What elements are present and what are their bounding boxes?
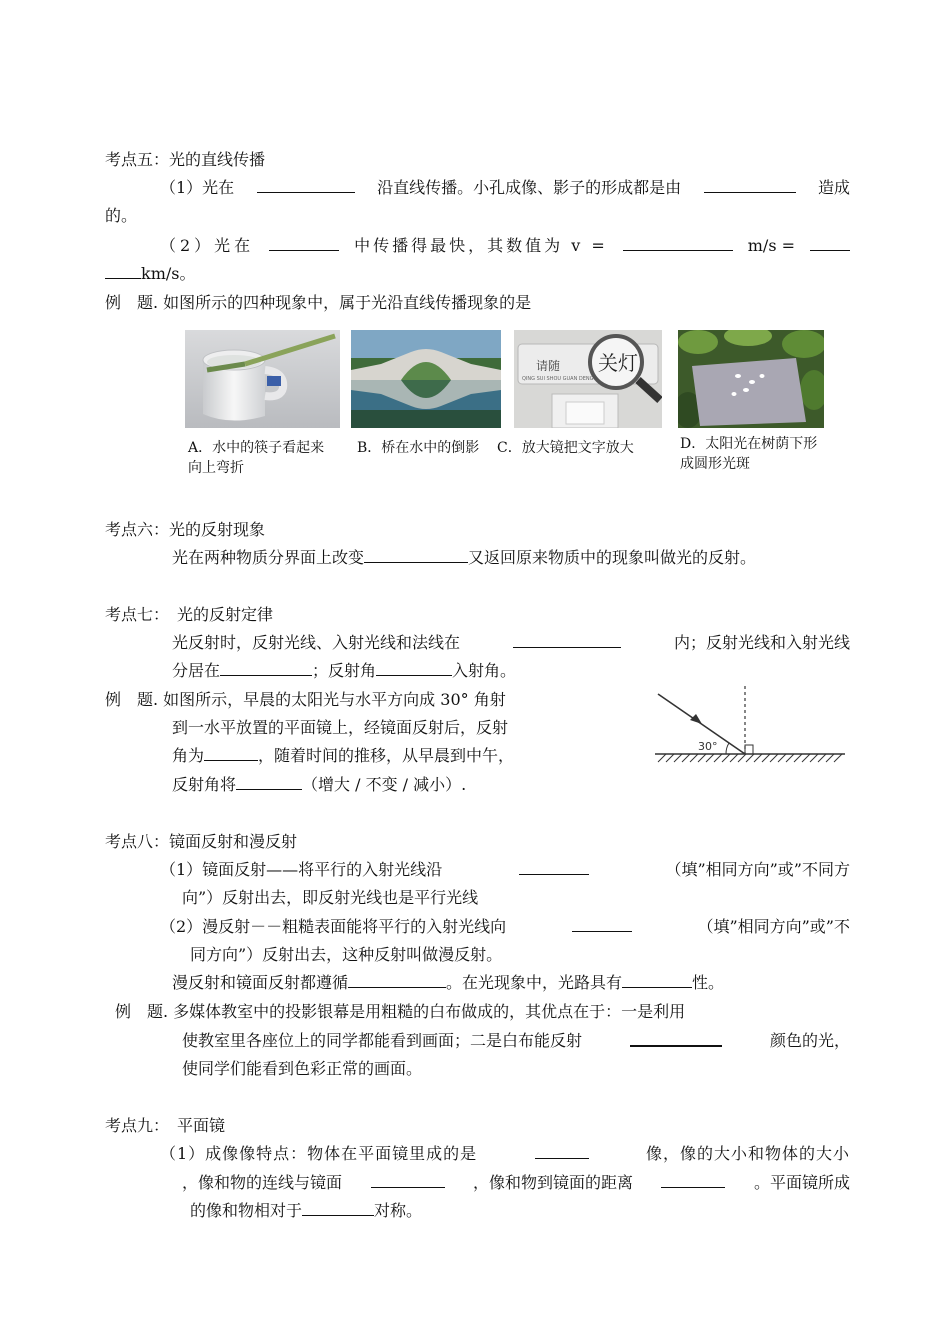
s8-p3: 漫反射和镜面反射都遵循 。在光现象中，光路具有 性。 [172, 973, 725, 992]
blank[interactable] [519, 858, 589, 875]
mirror-hatching [658, 754, 842, 762]
angle-label: 30° [698, 740, 718, 753]
angle-arc [726, 743, 729, 754]
photo-bridge-reflection [351, 330, 501, 428]
blank[interactable] [572, 915, 632, 932]
blank[interactable] [257, 176, 355, 193]
s6-p1: 光在两种物质分界面上改变 又返回原来物质中的现象叫做光的反射。 [172, 548, 757, 567]
section-9-heading: 考点九： 平面镜 [105, 1116, 226, 1135]
s5-example: 例 题. 如图所示的四种现象中，属于光沿直线传播现象的是 [105, 293, 532, 312]
right-angle-mark [745, 745, 753, 754]
blank[interactable] [661, 1171, 725, 1188]
sign-big-text: 关灯 [598, 351, 638, 375]
s7-example-2: 到一水平放置的平面镜上，经镜面反射后，反射 [172, 718, 509, 737]
section-8-heading: 考点八：镜面反射和漫反射 [105, 832, 298, 851]
blank[interactable] [105, 262, 141, 279]
blank[interactable] [810, 234, 850, 251]
blank[interactable] [302, 1199, 374, 1216]
section-5-heading: 考点五：光的直线传播 [105, 150, 266, 169]
s8-example-1: 例 题. 多媒体教室中的投影银幕是用粗糙的白布做成的，其优点在于：一是利用 [115, 1002, 686, 1021]
blank[interactable] [236, 773, 302, 790]
blank[interactable] [220, 659, 312, 676]
blank[interactable] [364, 546, 468, 563]
photo-light-spots [678, 330, 824, 428]
blank[interactable] [623, 234, 733, 251]
s8-p1-cont: 向”）反射出去，即反射光线也是平行光线 [182, 888, 479, 907]
s9-p1: （1）成像像特点：物体在平面镜里成的是 像，像的大小和物体的大小 [160, 1144, 850, 1163]
s8-p2-cont: 同方向”）反射出去，这种反射叫做漫反射。 [190, 945, 503, 964]
s7-p2: 分居在 ；反射角 入射角。 [172, 661, 517, 680]
blank[interactable] [371, 1171, 445, 1188]
s5-p1: （1）光在 沿直线传播。小孔成像、影子的形成都是由 造成 [160, 178, 850, 197]
sign-small-text: 请随 [536, 359, 561, 373]
s7-p1: 光反射时，反射光线、入射光线和法线在 内；反射光线和入射光线 [172, 633, 850, 652]
blank[interactable] [348, 971, 446, 988]
s5-p2: （2）光在 中传播得最快，其数值为 v = m/s = [160, 234, 850, 258]
s5-p1-cont: 的。 [105, 206, 138, 225]
s5-p2-cont: km/s。 [105, 262, 850, 286]
section-6-heading: 考点六：光的反射现象 [105, 520, 266, 539]
blank[interactable] [376, 659, 452, 676]
option-d: D．太阳光在树荫下形成圆形光斑 [680, 436, 818, 472]
option-c: C．放大镜把文字放大 [497, 440, 634, 456]
s8-p2: （2）漫反射－－粗糙表面能将平行的入射光线向 （填”相同方向”或”不 [160, 917, 850, 936]
option-a: A．水中的筷子看起来向上弯折 [188, 440, 325, 476]
s9-p3: 的像和物相对于 对称。 [190, 1201, 423, 1220]
photo-magnifier-sign [514, 330, 662, 428]
blank[interactable] [622, 971, 692, 988]
s7-example-1: 例 题. 如图所示，早晨的太阳光与水平方向成 30° 角射 [105, 690, 506, 709]
s9-p2: ，像和物的连线与镜面 ，像和物到镜面的距离 。平面镜所成 [182, 1173, 850, 1192]
blank[interactable] [704, 176, 796, 193]
blank[interactable] [513, 631, 621, 648]
blank[interactable] [630, 1029, 722, 1047]
option-b: B．桥在水中的倒影 [357, 440, 480, 456]
reflection-diagram [650, 682, 850, 768]
s8-example-2: 使教室里各座位上的同学都能看到画面；二是白布能反射 颜色的光， [182, 1031, 850, 1050]
blank[interactable] [269, 234, 339, 251]
blank[interactable] [204, 744, 258, 761]
s7-example-4: 反射角将 （增大 / 不变 / 减小）. [172, 775, 467, 794]
sign-pinyin: QING SUI SHOU GUAN DENG [522, 376, 594, 382]
blank[interactable] [535, 1142, 589, 1159]
s7-example-3: 角为 ，随着时间的推移，从早晨到中午， [172, 746, 515, 765]
s8-p1: （1）镜面反射——将平行的入射光线沿 （填”相同方向”或”不同方 [160, 860, 850, 879]
section-7-heading: 考点七： 光的反射定律 [105, 605, 274, 624]
ray-arrow [690, 714, 702, 724]
photo-chopsticks-in-water [185, 330, 340, 428]
s8-example-3: 使同学们能看到色彩正常的画面。 [182, 1059, 423, 1078]
